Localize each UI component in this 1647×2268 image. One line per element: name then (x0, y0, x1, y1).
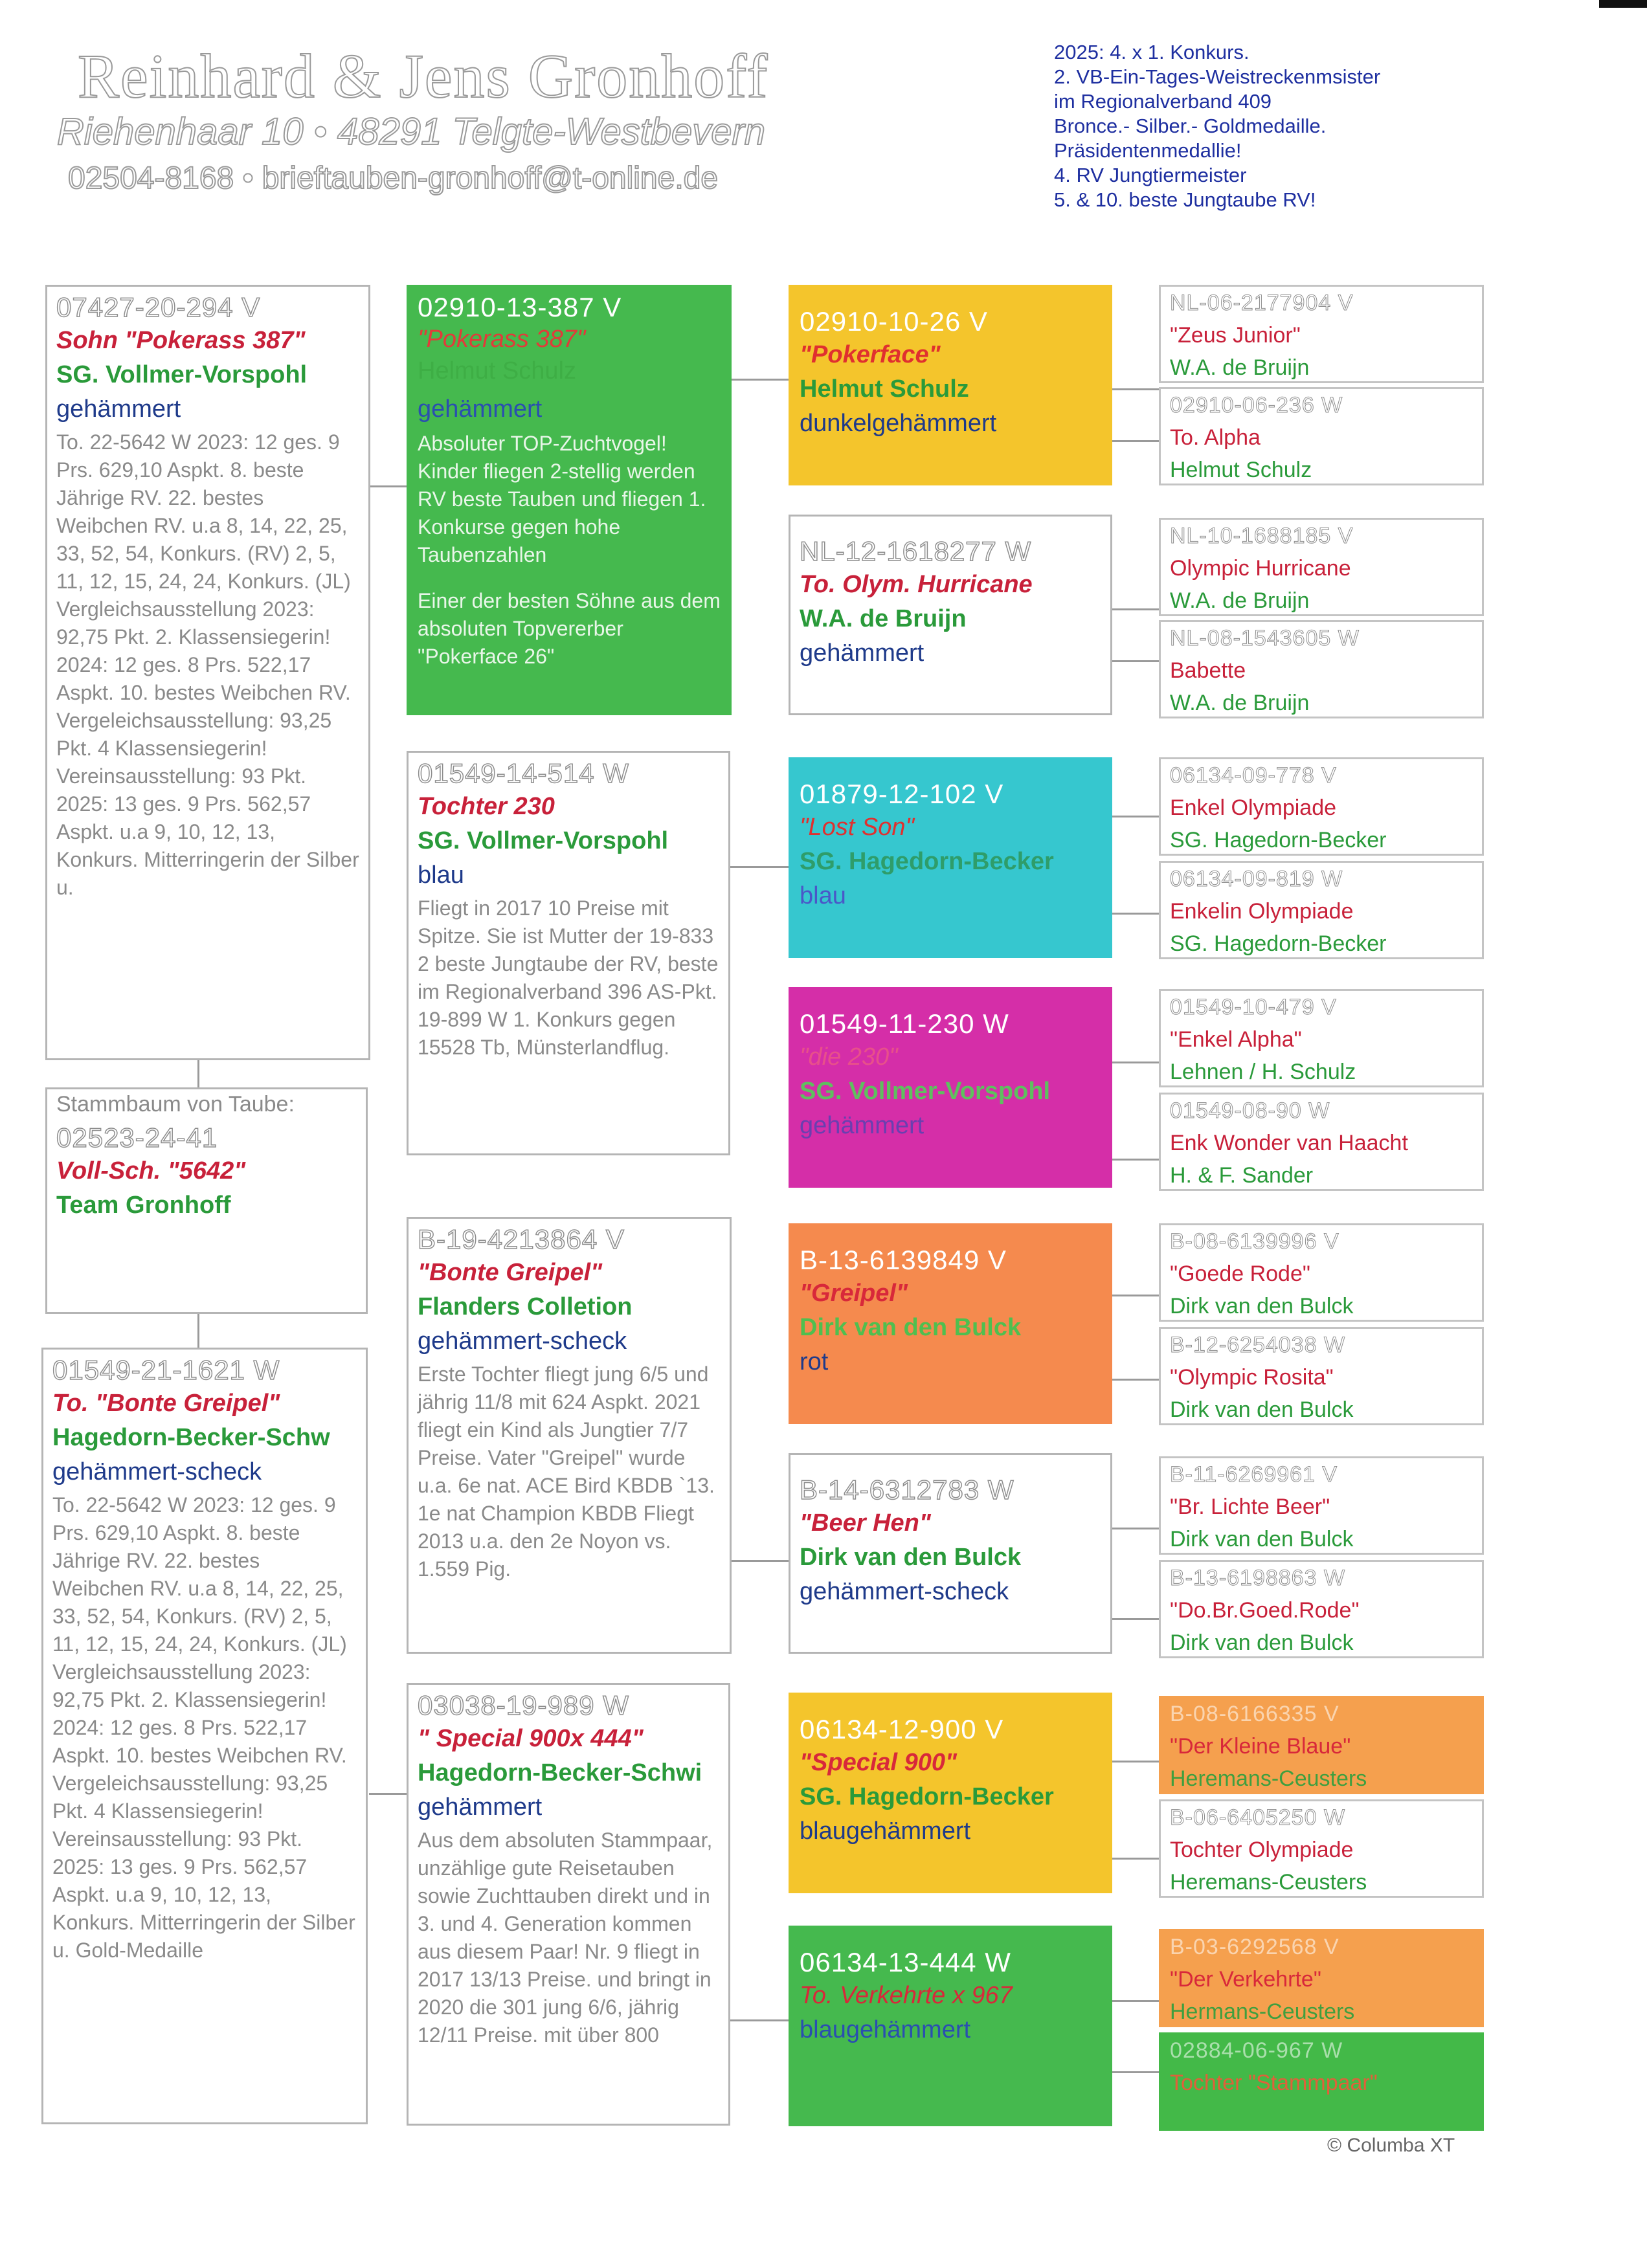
connector (1112, 1159, 1159, 1161)
breeder: SG. Vollmer-Vorspohl (800, 1078, 1051, 1105)
info: Erste Tochter fliegt jung 6/5 und jährig 11/8 mit 624 Aspkt. 2021 fliegt ein Kind als Jungtier 7/7 Preise. Vater "Greipel" wurde u.a. 6e nat. ACE Bird KBDB `13. 1e nat Champion KBDB Fliegt 2013 u.a. den 2e Noyon vs. 1.559 Pig. (418, 1362, 715, 1581)
corner-mark (1599, 0, 1647, 8)
pigeon-name: Tochter Olympiade (1170, 1838, 1354, 1862)
pigeon-name: "Bonte Greipel" (418, 1259, 603, 1286)
pigeon-name: "Do.Br.Goed.Rode" (1170, 1598, 1360, 1623)
pigeon-name: Enkelin Olympiade (1170, 899, 1354, 924)
ring-number: 06134-09-778 V (1170, 763, 1337, 788)
connector (730, 1560, 789, 1562)
ring-number: 02910-13-387 V (418, 292, 622, 322)
info: Einer der besten Söhne aus dem absoluten Topvererber "Pokerface 26" (418, 589, 721, 668)
mother-info: To. 22-5642 W 2023: 12 ges. 9 Prs. 629,10 Aspkt. 8. beste Jährige RV. 22. bestes Weibchen RV. u.a 8, 14, 22, 25, 33, 52, 54, Konkurs. (RV) 2, 5, 11, 12, 15, 24, 24, Konkurs. (JL) Vergleichsausstellung 2023: 92,75 Pkt. 2. Klassensiegerin! 2024: 12 ges. 8 Prs. 522,17 Aspkt. 10. bestes Weibchen RV. Vergeleichsausstellung: 93,25 Pkt. 4 Klassensiegerin! Vereinsausstellung: 93 Pkt. 2025: 13 ges. 9 Prs. 562,57 Aspkt. u.a 9, 10, 12, 13, Konkurs. Mitterringerin der Silber u. Gold-Medaille (52, 1493, 355, 1962)
pedigree-label: Stammbaum von Taube: (56, 1092, 295, 1117)
connector (1112, 660, 1159, 662)
ring-number: NL-10-1688185 V (1170, 524, 1354, 548)
ring-number: B-13-6139849 V (800, 1245, 1007, 1275)
info: Aus dem absoluten Stammpaar, unzählige gute Reisetauben sowie Zuchttauben direkt und in 3. und 4. Generation kommen aus diesem Paar! Nr. 9 fliegt in 2017 13/13 Preise. und bringt in 2020 die 301 jung 6/6, jährig 12/11 Preise. mit über 800 (418, 1829, 713, 2047)
pigeon-name: Tochter "Stammpaar" (1170, 2071, 1378, 2095)
breeder: W.A. de Bruijn (1170, 588, 1310, 613)
breeder: Dirk van den Bulck (1170, 1630, 1354, 1655)
breeder: W.A. de Bruijn (800, 605, 967, 632)
ring-number: B-08-6139996 V (1170, 1229, 1339, 1254)
breeder: W.A. de Bruijn (1170, 355, 1310, 380)
connector (730, 379, 789, 381)
pigeon-name: "Br. Lichte Beer" (1170, 1495, 1330, 1519)
pigeon-name: "Enkel Alpha" (1170, 1027, 1302, 1052)
gen4-card-13 (1159, 1696, 1484, 1794)
pigeon-name: "Lost Son" (800, 814, 914, 841)
mother-card (41, 1348, 368, 2124)
breeder: Dirk van den Bulck (1170, 1527, 1354, 1551)
breeder: SG. Hagedorn-Becker (800, 848, 1054, 875)
gm-father-card (407, 1217, 732, 1654)
ring-number: B-14-6312783 W (800, 1474, 1014, 1505)
ring-number: NL-08-1543605 W (1170, 626, 1360, 650)
connector (1112, 2000, 1159, 2002)
gen4-card-15 (1159, 1929, 1484, 2027)
connector (1112, 388, 1159, 390)
pigeon-name: To. Verkehrte x 967 (800, 1982, 1013, 2009)
connector (369, 1793, 408, 1795)
ring-number: 06134-09-819 W (1170, 867, 1343, 891)
connector (1112, 1858, 1159, 1860)
pigeon-name: Enk Wonder van Haacht (1170, 1131, 1408, 1155)
connector (1112, 608, 1159, 610)
ring-number: 02910-06-236 W (1170, 393, 1343, 417)
color: blau (418, 862, 464, 889)
breeder: W.A. de Bruijn (1170, 691, 1310, 715)
color: gehämmert (800, 639, 924, 667)
gen4-card-4 (1159, 620, 1484, 718)
gen4-card-10 (1159, 1327, 1484, 1425)
ring-number: 02910-10-26 V (800, 306, 988, 337)
connector (730, 2019, 789, 2021)
breeder: Dirk van den Bulck (800, 1314, 1022, 1341)
connector (1112, 440, 1159, 442)
color: blaugehämmert (800, 2016, 971, 2043)
connector (197, 1314, 199, 1350)
breeder: Hermans-Ceusters (1170, 1999, 1355, 2024)
ring-number: B-03-6292568 V (1170, 1935, 1339, 1959)
gen3-card-5 (789, 1223, 1112, 1424)
gm-mother-card (407, 1683, 730, 2126)
connector (1112, 816, 1159, 817)
mother-ring: 01549-21-1621 W (52, 1355, 280, 1385)
gen4-card-8 (1159, 1093, 1484, 1191)
achievement-line: im Regionalverband 409 (1054, 90, 1272, 113)
gen3-card-8 (789, 1926, 1112, 2126)
pigeon-name: "Pokerface" (800, 341, 941, 368)
gen3-card-3 (789, 757, 1112, 958)
ring-number: B-11-6269961 V (1170, 1462, 1338, 1487)
breeder: Dirk van den Bulck (1170, 1397, 1354, 1422)
breeder: Flanders Colletion (418, 1293, 633, 1320)
connector (730, 866, 789, 868)
ring-number: B-12-6254038 W (1170, 1333, 1346, 1357)
father-color: gehämmert (56, 395, 181, 423)
pigeon-name: "Greipel" (800, 1280, 908, 1307)
gen4-card-5 (1159, 757, 1484, 856)
connector (1112, 913, 1159, 915)
achievement-line: 2025: 4. x 1. Konkurs. (1054, 41, 1249, 63)
father-info: To. 22-5642 W 2023: 12 ges. 9 Prs. 629,10 Aspkt. 8. beste Jährige RV. 22. bestes Weibchen RV. u.a 8, 14, 22, 25, 33, 52, 54, Konkurs. (RV) 2, 5, 11, 12, 15, 24, 24, Konkurs. (JL) Vergleichsausstellung 2023: 92,75 Pkt. 2. Klassensiegerin! 2024: 12 ges. 8 Prs. 522,17 Aspkt. 10. bestes Weibchen RV. Vergeleichsausstellung: 93,25 Pkt. 4 Klassensiegerin! Vereinsausstellung: 93 Pkt. 2025: 13 ges. 9 Prs. 562,57 Aspkt. u.a 9, 10, 12, 13, Konkurs. Mitterringerin der Silber u. (56, 430, 359, 899)
breeder-address: Riehenhaar 10 • 48291 Telgte-Westbevern (57, 111, 766, 153)
ring-number: 06134-12-900 V (800, 1714, 1004, 1744)
pigeon-name: "Der Kleine Blaue" (1170, 1734, 1351, 1759)
gf-father-card (407, 285, 732, 715)
father-ring: 07427-20-294 V (56, 292, 261, 322)
color: rot (800, 1348, 829, 1375)
father-card (45, 285, 370, 1060)
connector (1112, 2071, 1159, 2073)
connector (1112, 1062, 1159, 1063)
gen3-card-7 (789, 1693, 1112, 1893)
pigeon-name: "Pokerass 387" (418, 326, 586, 353)
connector (1112, 1761, 1159, 1762)
color: dunkelgehämmert (800, 410, 997, 437)
ring-number: B-13-6198863 W (1170, 1566, 1346, 1590)
achievement-line: 5. & 10. beste Jungtaube RV! (1054, 188, 1316, 211)
achievement-line: Präsidentenmedallie! (1054, 139, 1242, 162)
gen4-card-2 (1159, 387, 1484, 485)
color: blau (800, 882, 846, 909)
connector (1112, 1295, 1159, 1296)
breeder: Hagedorn-Becker-Schwi (418, 1759, 702, 1786)
gen4-card-11 (1159, 1456, 1484, 1555)
gen4-card-7 (1159, 989, 1484, 1087)
ring-number: NL-06-2177904 V (1170, 291, 1354, 315)
mother-name: To. "Bonte Greipel" (52, 1390, 280, 1417)
breeder: Helmut Schulz (800, 375, 969, 403)
color: blaugehämmert (800, 1818, 971, 1845)
ring-number: 02884-06-967 W (1170, 2038, 1343, 2063)
father-breeder: SG. Vollmer-Vorspohl (56, 361, 308, 388)
main-name: Voll-Sch. "5642" (56, 1157, 246, 1184)
pigeon-name: To. Alpha (1170, 425, 1260, 450)
achievement-line: 4. RV Jungtiermeister (1054, 164, 1247, 186)
ring-number: 01549-11-230 W (800, 1008, 1009, 1039)
ring-number: 01549-10-479 V (1170, 995, 1337, 1019)
main-pigeon-card (45, 1087, 368, 1314)
connector (1112, 1528, 1159, 1529)
breeder: SG. Hagedorn-Becker (1170, 931, 1387, 956)
pigeon-name: "Goede Rode" (1170, 1262, 1310, 1286)
achievement-line: 2. VB-Ein-Tages-Weistreckenmsister (1054, 65, 1381, 88)
mother-breeder: Hagedorn-Becker-Schw (52, 1424, 330, 1451)
ring-number: 03038-19-989 W (418, 1690, 629, 1720)
pigeon-name: "Beer Hen" (800, 1509, 931, 1537)
ring-number: 06134-13-444 W (800, 1947, 1011, 1977)
pigeon-name: "Zeus Junior" (1170, 323, 1301, 348)
breeder: Dirk van den Bulck (1170, 1294, 1354, 1318)
father-name: Sohn "Pokerass 387" (56, 327, 306, 354)
breeder: SG. Hagedorn-Becker (1170, 828, 1387, 852)
main-breeder: Team Gronhoff (56, 1192, 231, 1219)
connector (369, 485, 408, 487)
gen4-card-9 (1159, 1223, 1484, 1322)
breeder: SG. Hagedorn-Becker (800, 1783, 1054, 1810)
ring-number: NL-12-1618277 W (800, 536, 1032, 566)
connector (1112, 1618, 1159, 1620)
achievement-line: Bronce.- Silber.- Goldmedaille. (1054, 115, 1327, 137)
main-ring: 02523-24-41 (56, 1122, 218, 1153)
gen4-card-16 (1159, 2032, 1484, 2131)
ring-number: 01879-12-102 V (800, 779, 1004, 809)
connector (1112, 1379, 1159, 1381)
gf-mother-card (407, 751, 730, 1155)
gen3-card-1 (789, 285, 1112, 485)
ring-number: 01549-14-514 W (418, 758, 629, 788)
pigeon-name: To. Olym. Hurricane (800, 571, 1033, 598)
breeder: Helmut Schulz (1170, 458, 1312, 482)
pigeon-name: Olympic Hurricane (1170, 556, 1351, 581)
ring-number: B-08-6166335 V (1170, 1702, 1339, 1726)
breeder: SG. Vollmer-Vorspohl (418, 827, 669, 854)
breeder: Dirk van den Bulck (800, 1544, 1022, 1571)
breeder: Heremans-Ceusters (1170, 1766, 1367, 1791)
pigeon-name: "die 230" (800, 1043, 898, 1071)
breeder: Lehnen / H. Schulz (1170, 1060, 1356, 1084)
info: Fliegt in 2017 10 Preise mit Spitze. Sie ist Mutter der 19-833 2 beste Jungtaube der RV, beste im Regionalverband 396 AS-Pkt. 19-899 W 1. Konkurs gegen 15528 Tb, Münsterlandflug. (418, 896, 719, 1059)
color: gehämmert (418, 1794, 543, 1821)
ring-number: B-06-6405250 W (1170, 1805, 1346, 1830)
color: gehämmert (800, 1112, 924, 1139)
gen4-card-6 (1159, 861, 1484, 959)
gen4-card-14 (1159, 1799, 1484, 1898)
gen4-card-3 (1159, 518, 1484, 616)
achievements (1054, 40, 1380, 212)
pigeon-name: Tochter 230 (418, 793, 555, 820)
gen4-card-1 (1159, 285, 1484, 383)
pigeon-name: "Olympic Rosita" (1170, 1365, 1334, 1390)
pigeon-name: " Special 900x 444" (418, 1725, 644, 1752)
copyright: © Columba XT (1327, 2135, 1455, 2156)
gen3-card-2 (789, 515, 1112, 715)
gen3-card-4 (789, 987, 1112, 1188)
pigeon-name: "Der Verkehrte" (1170, 1967, 1321, 1992)
gen4-card-12 (1159, 1560, 1484, 1658)
breeder: Heremans-Ceusters (1170, 1870, 1367, 1895)
gen3-card-6 (789, 1453, 1112, 1654)
pigeon-name: Enkel Olympiade (1170, 795, 1337, 820)
color: gehämmert-scheck (800, 1578, 1009, 1605)
ring-number: B-19-4213864 V (418, 1224, 625, 1254)
breeder-contact: 02504-8168 • brieftauben-gronhoff@t-online.de (68, 161, 719, 195)
ring-number: 01549-08-90 W (1170, 1098, 1330, 1123)
pigeon-name: "Special 900" (800, 1749, 958, 1776)
color: gehämmert-scheck (418, 1328, 627, 1355)
info: Absoluter TOP-Zuchtvogel! Kinder fliegen 2-stellig werden RV beste Tauben und fliegen 1. Konkurse gegen hohe Taubenzahlen (418, 432, 706, 566)
breeder: H. & F. Sander (1170, 1163, 1314, 1188)
color: gehämmert (418, 395, 543, 423)
pigeon-name: Babette (1170, 658, 1246, 683)
breeder-name: Reinhard & Jens Gronhoff (78, 41, 769, 111)
mother-color: gehämmert-scheck (52, 1458, 262, 1485)
breeder: Helmut Schulz (418, 357, 576, 384)
